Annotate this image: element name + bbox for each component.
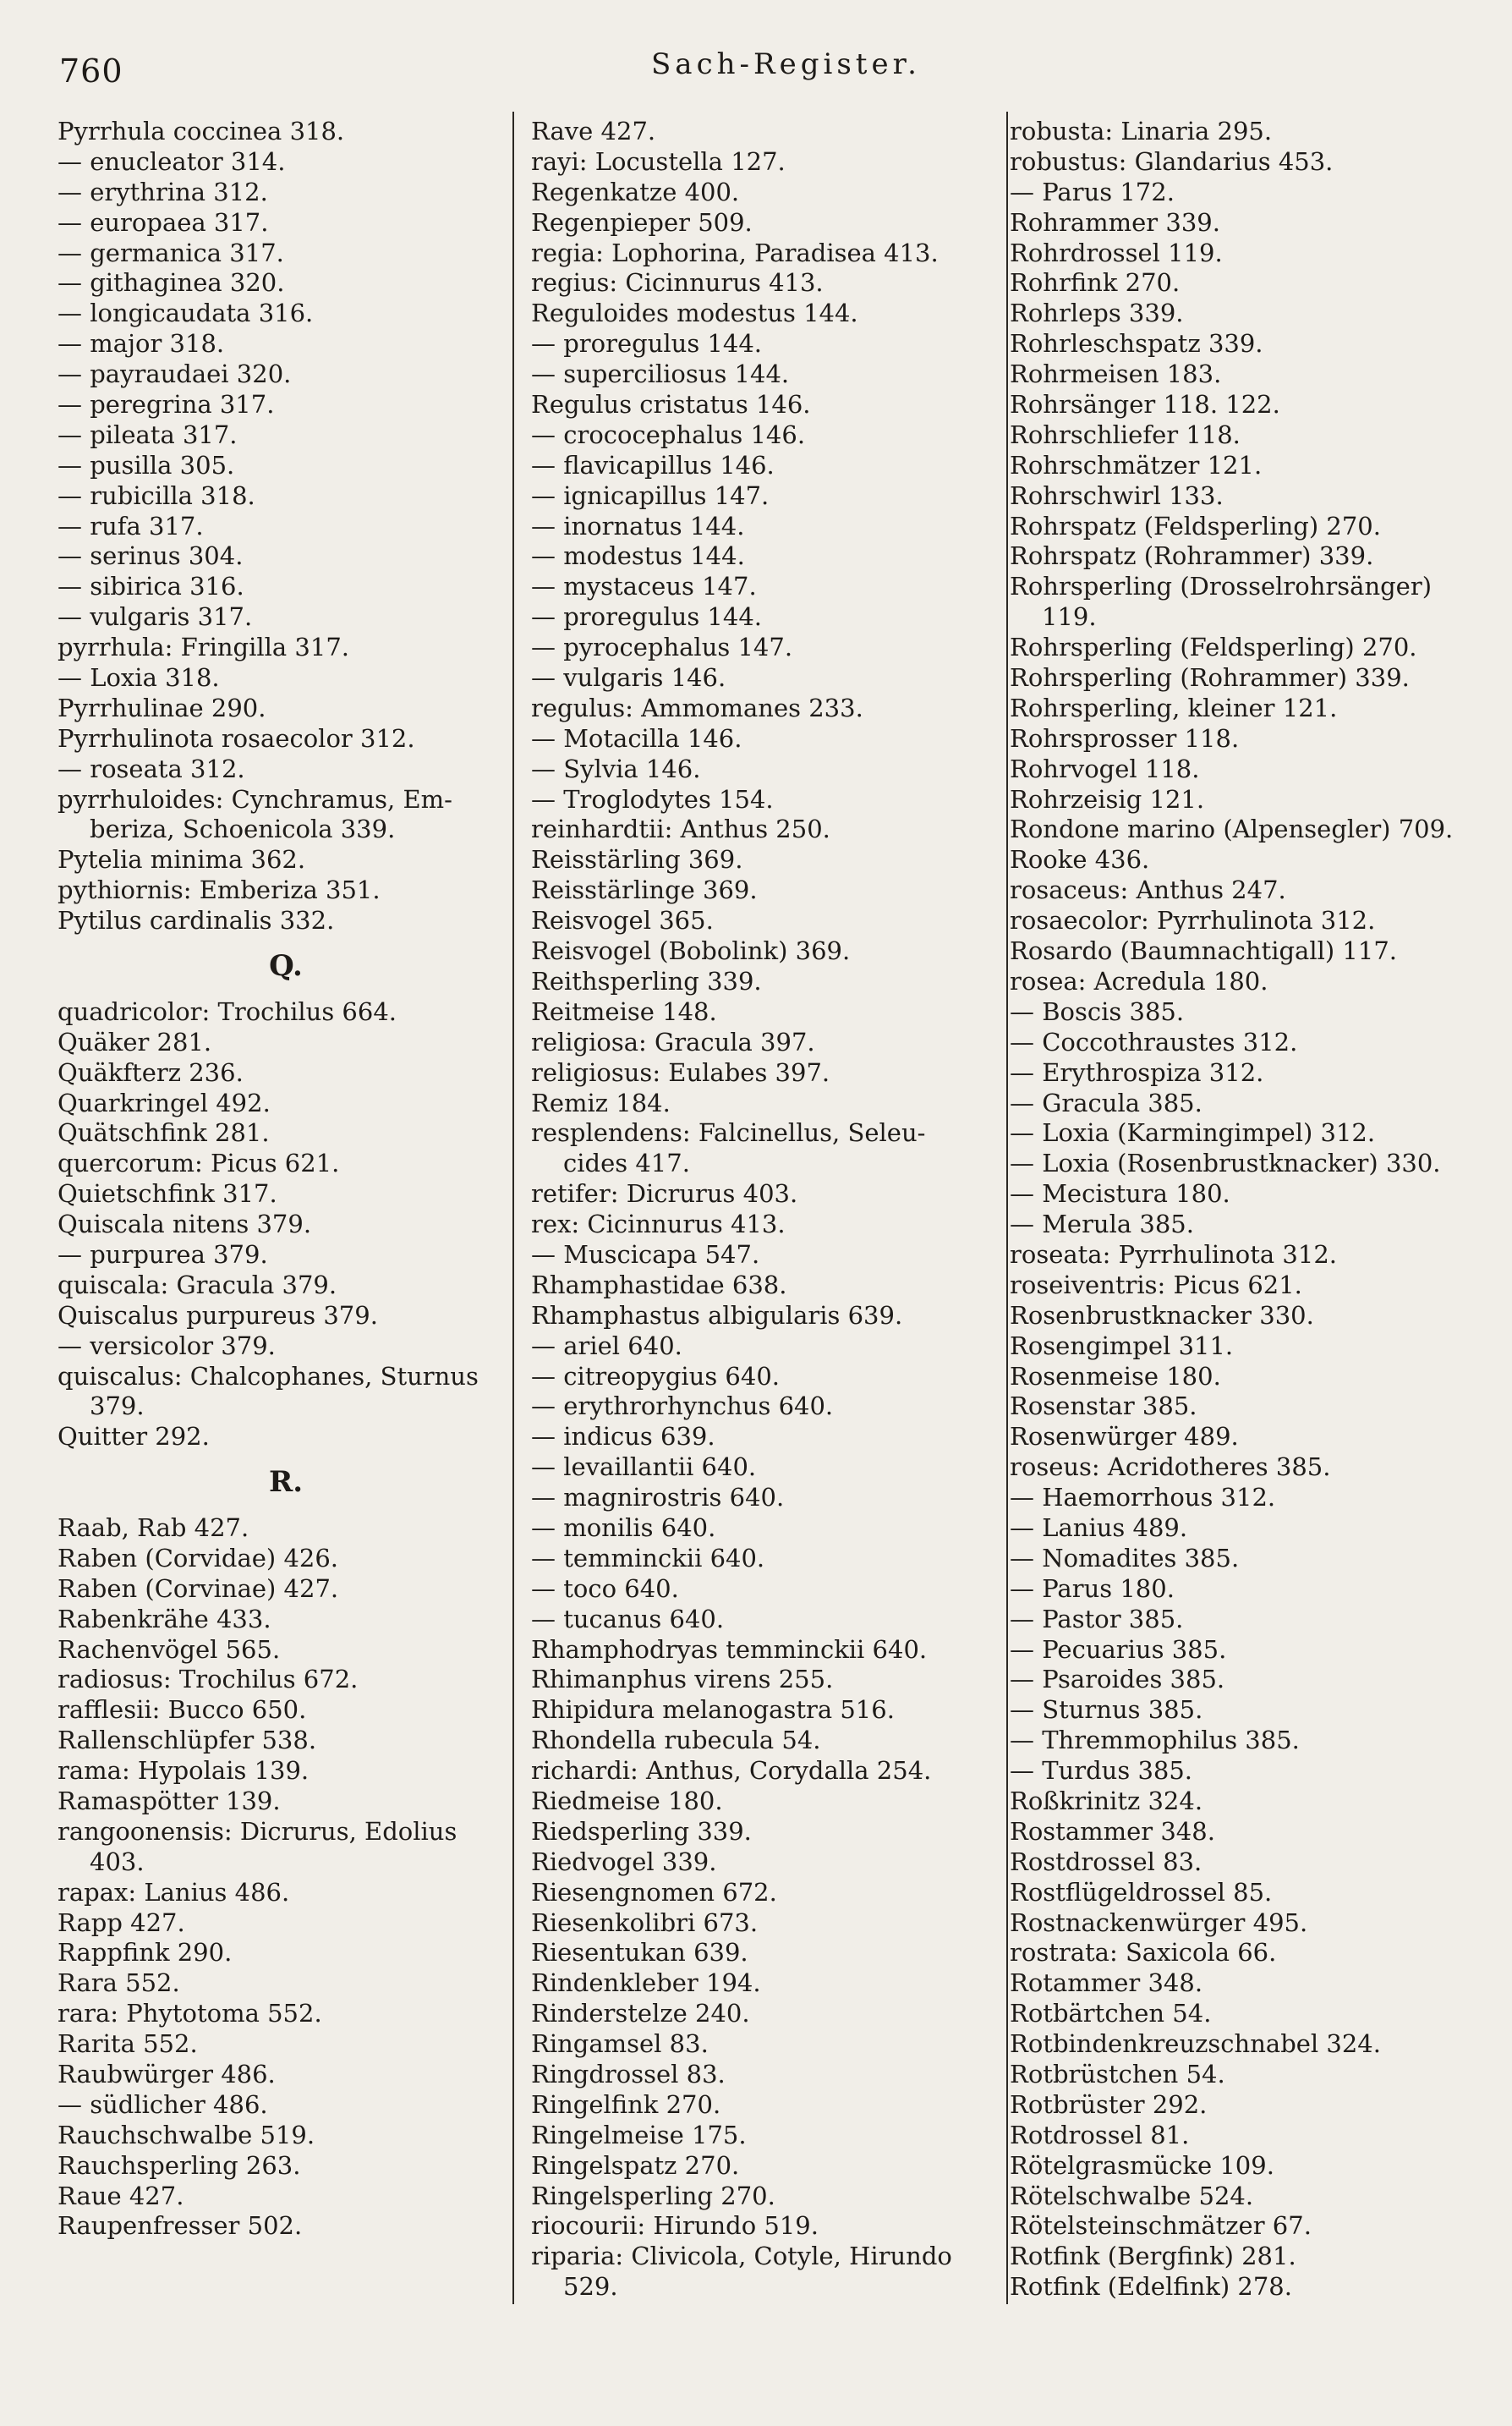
index-entry: — flavicapillus 146. (531, 450, 775, 480)
index-entry: Rindenkleber 194. (531, 1968, 761, 1998)
index-entry: Reisstärlinge 369. (531, 875, 758, 905)
index-entry: — peregrina 317. (58, 390, 275, 420)
index-entry: Reithsperling 339. (531, 966, 762, 996)
index-entry: rosaceus: Anthus 247. (1010, 875, 1286, 905)
index-entry: Pyrrhulinae 290. (58, 693, 266, 722)
index-entry: radiosus: Trochilus 672. (58, 1665, 359, 1694)
index-column-2 (531, 117, 993, 2303)
index-entry: Rhamphastus albigularis 639. (531, 1300, 903, 1330)
index-entry: — Lanius 489. (1010, 1512, 1188, 1542)
index-entry: Ringelspatz 270. (531, 2150, 740, 2180)
index-entry: Rotdrossel 81. (1010, 2120, 1190, 2149)
index-entry: — temminckii 640. (531, 1543, 765, 1573)
index-entry: Rauchschwalbe 519. (58, 2120, 315, 2149)
index-entry: — crococephalus 146. (531, 420, 806, 449)
index-entry: — payraudaei 320. (58, 360, 292, 389)
index-entry: reinhardtii: Anthus 250. (531, 815, 830, 844)
index-entry: Rohrsperling (Rohrammer) 339. (1010, 663, 1410, 693)
index-entry: — roseata 312. (58, 754, 245, 783)
index-entry: — Erythrospiza 312. (1010, 1057, 1264, 1087)
index-entry: Regenkatze 400. (531, 177, 740, 206)
index-entry: — Sturnus 385. (1010, 1695, 1203, 1725)
index-entry: Rallenschlüpfer 538. (58, 1726, 317, 1755)
index-entry: Ramaspötter 139. (58, 1787, 281, 1816)
index-entry: Rotbindenkreuzschnabel 324. (1010, 2029, 1381, 2059)
index-entry: — Turdus 385. (1010, 1756, 1193, 1786)
index-entry: — Troglodytes 154. (531, 784, 774, 814)
index-entry: rex: Cicinnurus 413. (531, 1210, 786, 1239)
index-entry: roseiventris: Picus 621. (1010, 1270, 1302, 1299)
index-entry-continuation: 379. (90, 1391, 145, 1421)
index-entry: — rubicilla 318. (58, 480, 255, 510)
index-entry: — toco 640. (531, 1573, 679, 1603)
index-entry: Pytelia minima 362. (58, 845, 306, 875)
index-entry: — erythrina 312. (58, 177, 268, 206)
index-entry: — vulgaris 146. (531, 663, 726, 693)
index-column-1 (58, 117, 514, 2242)
index-entry: — superciliosus 144. (531, 360, 790, 389)
index-entry: quadricolor: Trochilus 664. (58, 996, 397, 1026)
index-entry: Raubwürger 486. (58, 2060, 276, 2089)
index-entry: Rohrsperling (Drosselrohrsänger) (1010, 572, 1433, 601)
index-entry: regius: Cicinnurus 413. (531, 268, 824, 298)
index-entry: — rufa 317. (58, 511, 204, 541)
index-entry-continuation: beriza, Schoenicola 339. (90, 815, 396, 844)
index-entry: — monilis 640. (531, 1512, 716, 1542)
index-entry: Reisvogel 365. (531, 906, 714, 936)
index-entry: regulus: Ammomanes 233. (531, 693, 863, 722)
index-entry: Pytilus cardinalis 332. (58, 906, 335, 936)
section-letter: Q. (269, 949, 303, 984)
index-entry: Regulus cristatus 146. (531, 390, 811, 420)
index-entry: Riedsperling 339. (531, 1816, 752, 1846)
index-entry: Rosenwürger 489. (1010, 1422, 1239, 1452)
page-number: 760 (59, 52, 123, 90)
index-entry: Rohrdrossel 119. (1010, 238, 1223, 267)
index-entry: Rohrleps 339. (1010, 299, 1184, 328)
index-entry: Rostdrossel 83. (1010, 1847, 1202, 1876)
index-entry: Rotbärtchen 54. (1010, 1999, 1212, 2028)
index-entry: — tucanus 640. (531, 1604, 725, 1633)
index-entry: Riedvogel 339. (531, 1847, 717, 1876)
index-entry: Rohrschliefer 118. (1010, 420, 1241, 449)
index-entry: Rohrsänger 118. 122. (1010, 390, 1280, 420)
index-entry: — inornatus 144. (531, 511, 745, 541)
index-entry: — Loxia 318. (58, 663, 220, 693)
index-entry: Regenpieper 509. (531, 207, 753, 237)
index-entry: — Loxia (Karmingimpel) 312. (1010, 1118, 1376, 1148)
index-entry-continuation: 403. (90, 1847, 145, 1876)
index-entry: pyrrhuloides: Cynchramus, Em- (58, 784, 452, 814)
index-entry: Riesengnomen 672. (531, 1877, 777, 1907)
index-entry: — europaea 317. (58, 207, 269, 237)
index-entry: Riesenkolibri 673. (531, 1907, 759, 1937)
index-entry: Rostammer 348. (1010, 1816, 1215, 1846)
index-entry: Rosenbrustknacker 330. (1010, 1300, 1314, 1330)
index-entry: Rostflügeldrossel 85. (1010, 1877, 1273, 1907)
index-entry: Rohrschwirl 133. (1010, 480, 1224, 510)
index-entry: — Parus 172. (1010, 177, 1175, 206)
index-entry: Rohrfink 270. (1010, 268, 1181, 298)
index-entry: Ringdrossel 83. (531, 2060, 726, 2088)
index-entry: — germanica 317. (58, 238, 284, 267)
index-entry: Rosengimpel 311. (1010, 1331, 1234, 1360)
index-entry: — sibirica 316. (58, 572, 244, 601)
index-entry: — Coccothraustes 312. (1010, 1027, 1298, 1057)
index-entry: rafflesii: Bucco 650. (58, 1695, 307, 1725)
index-entry: roseus: Acridotheres 385. (1010, 1452, 1331, 1482)
index-entry: Ringamsel 83. (531, 2029, 709, 2059)
index-entry: Quätschfink 281. (58, 1118, 270, 1148)
index-entry: Rinderstelze 240. (531, 1999, 750, 2028)
index-entry: — githaginea 320. (58, 268, 285, 298)
index-entry: Ringelmeise 175. (531, 2120, 747, 2149)
index-entry: — Haemorrhous 312. (1010, 1483, 1276, 1512)
index-entry: — indicus 639. (531, 1422, 715, 1452)
index-entry: Rotammer 348. (1010, 1968, 1203, 1998)
index-entry: — Psaroides 385. (1010, 1665, 1225, 1694)
index-entry: Rhondella rubecula 54. (531, 1726, 821, 1755)
index-entry: — magnirostris 640. (531, 1483, 785, 1512)
index-entry: Rotfink (Bergfink) 281. (1010, 2242, 1296, 2271)
index-entry: Reitmeise 148. (531, 996, 717, 1026)
index-entry: Rohrammer 339. (1010, 207, 1220, 237)
index-entry: resplendens: Falcinellus, Seleu- (531, 1118, 926, 1148)
index-entry: Reisvogel (Bobolink) 369. (531, 936, 851, 966)
index-entry: Pyrrhula coccinea 318. (58, 117, 345, 145)
index-entry: pythiornis: Emberiza 351. (58, 875, 381, 905)
index-entry: Rohrspatz (Feldsperling) 270. (1010, 511, 1381, 541)
index-entry: — citreopygius 640. (531, 1361, 781, 1391)
index-entry: — südlicher 486. (58, 2089, 268, 2119)
index-column-3 (1010, 117, 1466, 2303)
index-entry: Ringelfink 270. (531, 2089, 721, 2119)
index-entry: Rhipidura melanogastra 516. (531, 1695, 895, 1725)
index-entry: Rhimanphus virens 255. (531, 1665, 834, 1694)
index-entry: Rhamphodryas temminckii 640. (531, 1634, 928, 1664)
index-entry: — serinus 304. (58, 541, 244, 571)
index-entry: — modestus 144. (531, 541, 745, 571)
index-entry: Rotbrüster 292. (1010, 2089, 1208, 2119)
index-entry: — proregulus 144. (531, 602, 762, 632)
column-divider (1006, 112, 1008, 2304)
index-entry: Reisstärling 369. (531, 845, 743, 875)
index-entry: riocourii: Hirundo 519. (531, 2211, 819, 2241)
index-entry: quercorum: Picus 621. (58, 1149, 340, 1178)
index-entry: Rhamphastidae 638. (531, 1270, 787, 1299)
index-entry: — vulgaris 317. (58, 602, 253, 632)
index-entry: — purpurea 379. (58, 1239, 268, 1269)
index-entry: — pileata 317. (58, 420, 238, 449)
index-entry-continuation: cides 417. (563, 1149, 690, 1178)
index-entry: — Boscis 385. (1010, 996, 1185, 1026)
index-entry: — pusilla 305. (58, 450, 235, 480)
index-entry: — levaillantii 640. (531, 1452, 757, 1482)
index-entry: Rötelgrasmücke 109. (1010, 2150, 1274, 2180)
index-entry: Rabenkrähe 433. (58, 1604, 271, 1633)
index-entry: Rotbrüstchen 54. (1010, 2060, 1225, 2088)
index-entry: rosea: Acredula 180. (1010, 966, 1268, 996)
index-entry: Raab, Rab 427. (58, 1513, 249, 1542)
index-entry: Rondone marino (Alpensegler) 709. (1010, 815, 1454, 844)
index-entry: Rave 427. (531, 117, 656, 145)
running-title: Sach-Register. (651, 47, 921, 81)
index-entry: Rohrspatz (Rohrammer) 339. (1010, 541, 1374, 571)
index-entry: quiscalus: Chalcophanes, Sturnus (58, 1361, 479, 1391)
index-entry: rangoonensis: Dicrurus, Edolius (58, 1816, 457, 1846)
index-entry: Rohrzeisig 121. (1010, 784, 1205, 814)
index-entry: — major 318. (58, 329, 225, 359)
index-entry: — proregulus 144. (531, 329, 762, 359)
index-entry: richardi: Anthus, Corydalla 254. (531, 1756, 932, 1786)
index-entry: — Thremmophilus 385. (1010, 1726, 1300, 1755)
index-entry: pyrrhula: Fringilla 317. (58, 633, 349, 662)
index-entry: Quäker 281. (58, 1027, 212, 1057)
index-entry: Rappfink 290. (58, 1938, 233, 1968)
index-entry: Roßkrinitz 324. (1010, 1786, 1203, 1815)
index-entry: Rotfink (Edelfink) 278. (1010, 2272, 1292, 2302)
index-entry: Rohrsprosser 118. (1010, 723, 1240, 753)
index-entry: Ringelsperling 270. (531, 2181, 775, 2210)
index-entry: Reguloides modestus 144. (531, 299, 858, 328)
index-entry: Quäkfterz 236. (58, 1057, 244, 1087)
index-entry: — Merula 385. (1010, 1210, 1194, 1239)
index-entry: — Gracula 385. (1010, 1088, 1202, 1117)
index-entry: Rohrmeisen 183. (1010, 360, 1222, 389)
index-entry: — Pastor 385. (1010, 1604, 1184, 1633)
index-entry: Riesentukan 639. (531, 1938, 748, 1968)
index-entry: Raben (Corvidae) 426. (58, 1543, 339, 1573)
index-entry: Riedmeise 180. (531, 1786, 723, 1815)
index-entry: — Sylvia 146. (531, 754, 701, 783)
index-entry: Rosardo (Baumnachtigall) 117. (1010, 936, 1397, 966)
index-entry-continuation: 529. (563, 2272, 618, 2302)
index-entry: retifer: Dicrurus 403. (531, 1179, 798, 1209)
index-entry: Rarita 552. (58, 2029, 198, 2059)
index-entry: riparia: Clivicola, Cotyle, Hirundo (531, 2242, 952, 2271)
index-entry: Rohrsperling (Feldsperling) 270. (1010, 633, 1417, 662)
index-entry: Quietschfink 317. (58, 1179, 277, 1209)
index-entry: roseata: Pyrrhulinota 312. (1010, 1239, 1337, 1269)
index-entry: — enucleator 314. (58, 146, 286, 176)
index-entry: — Pecuarius 385. (1010, 1634, 1227, 1664)
index-entry: rama: Hypolais 139. (58, 1756, 310, 1786)
index-entry: rara: Phytotoma 552. (58, 1999, 322, 2028)
index-entry: rostrata: Saxicola 66. (1010, 1938, 1277, 1968)
index-entry: Raben (Corvinae) 427. (58, 1573, 339, 1603)
index-entry: rapax: Lanius 486. (58, 1877, 290, 1907)
index-entry: Rohrvogel 118. (1010, 754, 1200, 783)
index-entry: Rostnackenwürger 495. (1010, 1907, 1308, 1937)
index-entry: Rosenstar 385. (1010, 1391, 1197, 1421)
index-entry: — mystaceus 147. (531, 572, 757, 601)
index-entry: Rooke 436. (1010, 845, 1150, 875)
index-entry: Quarkringel 492. (58, 1088, 271, 1117)
index-entry: Rötelschwalbe 524. (1010, 2181, 1254, 2210)
index-entry: Raue 427. (58, 2181, 184, 2210)
index-entry: quiscala: Gracula 379. (58, 1270, 337, 1299)
index-entry: regia: Lophorina, Paradisea 413. (531, 238, 939, 267)
index-entry: Raupenfresser 502. (58, 2211, 303, 2241)
index-entry: Rötelsteinschmätzer 67. (1010, 2211, 1312, 2241)
section-letter: R. (268, 1465, 304, 1500)
index-entry: Rohrsperling, kleiner 121. (1010, 693, 1338, 722)
index-entry: — Muscicapa 547. (531, 1239, 760, 1269)
index-entry: Quiscalus purpureus 379. (58, 1300, 378, 1330)
index-entry: — versicolor 379. (58, 1331, 276, 1360)
index-entry: Rara 552. (58, 1968, 180, 1998)
index-entry: — Loxia (Rosenbrustknacker) 330. (1010, 1149, 1441, 1178)
index-entry: Remiz 184. (531, 1088, 671, 1117)
index-entry: Rauchsperling 263. (58, 2150, 301, 2180)
index-entry: — ariel 640. (531, 1331, 682, 1360)
index-entry: Pyrrhulinota rosaecolor 312. (58, 723, 415, 753)
index-entry: robusta: Linaria 295. (1010, 117, 1273, 145)
index-entry-continuation: 119. (1042, 602, 1097, 632)
index-entry: Rosenmeise 180. (1010, 1361, 1221, 1391)
index-entry: Quitter 292. (58, 1422, 210, 1452)
index-entry: — ignicapillus 147. (531, 480, 770, 510)
index-entry: — erythrorhynchus 640. (531, 1391, 834, 1421)
index-entry: Rohrleschspatz 339. (1010, 329, 1263, 359)
index-entry: robustus: Glandarius 453. (1010, 146, 1334, 176)
index-entry: Rapp 427. (58, 1907, 185, 1937)
index-entry: Rachenvögel 565. (58, 1634, 281, 1664)
index-entry: — Motacilla 146. (531, 723, 742, 753)
index-entry: — Mecistura 180. (1010, 1179, 1230, 1209)
index-entry: rosaecolor: Pyrrhulinota 312. (1010, 906, 1376, 936)
index-entry: Quiscala nitens 379. (58, 1210, 312, 1239)
index-entry: rayi: Locustella 127. (531, 146, 786, 176)
index-entry: religiosa: Gracula 397. (531, 1027, 815, 1057)
index-entry: — longicaudata 316. (58, 299, 314, 328)
index-entry: — Parus 180. (1010, 1573, 1175, 1603)
index-entry: Rohrschmätzer 121. (1010, 450, 1263, 480)
index-entry: — Nomadites 385. (1010, 1543, 1240, 1573)
index-entry: — pyrocephalus 147. (531, 633, 793, 662)
index-entry: religiosus: Eulabes 397. (531, 1057, 830, 1087)
